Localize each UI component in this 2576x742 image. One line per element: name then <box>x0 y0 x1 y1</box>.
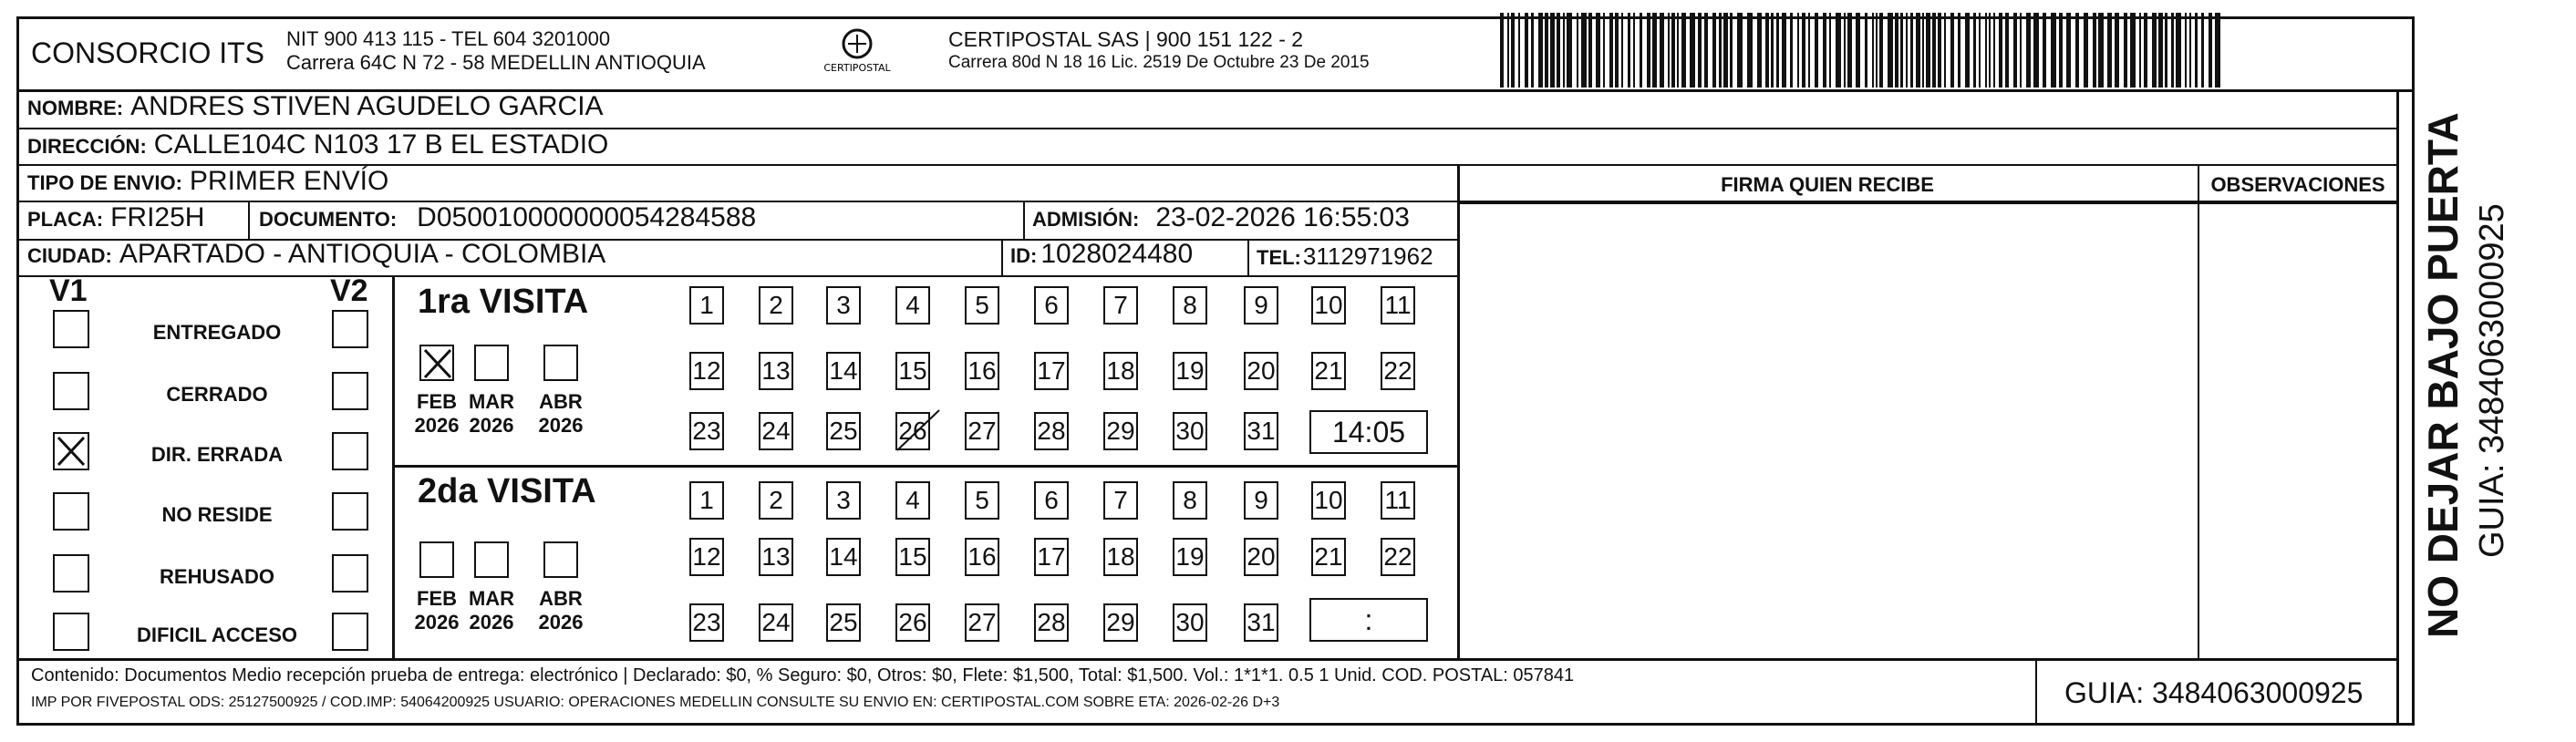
day-box[interactable]: 11 <box>1381 481 1415 520</box>
observaciones-header: OBSERVACIONES <box>2210 173 2385 196</box>
barcode-bar <box>1538 13 1543 88</box>
v2-checkbox[interactable] <box>332 310 368 348</box>
barcode-bar <box>2020 13 2022 88</box>
day-box[interactable]: 27 <box>965 603 999 642</box>
barcode-bar <box>1979 13 1981 88</box>
field-value: ANDRES STIVEN AGUDELO GARCIA <box>130 91 604 121</box>
barcode-bar <box>1500 13 1504 88</box>
barcode-bar <box>1698 13 1702 88</box>
month-checkbox[interactable] <box>474 541 509 578</box>
barcode <box>1500 13 2225 88</box>
barcode-bar <box>1776 13 1779 88</box>
barcode-bar <box>1910 13 1913 88</box>
month-year: 2026 <box>469 414 514 437</box>
divider <box>16 275 1457 277</box>
barcode-bar <box>2144 13 2147 88</box>
barcode-bar <box>1677 13 1679 88</box>
barcode-bar <box>1567 13 1572 88</box>
day-box[interactable]: 23 <box>689 412 724 450</box>
barcode-bar <box>2013 13 2017 88</box>
v1-header: V1 <box>49 273 88 308</box>
barcode-bar <box>1609 13 1613 88</box>
barcode-bar <box>1815 13 1818 88</box>
barcode-bar <box>1581 13 1587 88</box>
barcode-bar <box>1900 13 1903 88</box>
visit2-title: 2da VISITA <box>418 472 596 510</box>
footer-guia: GUIA: 3484063000925 <box>2064 676 2364 709</box>
barcode-bar <box>2209 13 2212 88</box>
day-box[interactable]: 24 <box>759 603 793 642</box>
barcode-bar <box>2201 13 2204 88</box>
day-box[interactable]: 23 <box>689 603 724 642</box>
day-box[interactable]: 10 <box>1311 481 1346 520</box>
v1-checkbox[interactable] <box>53 492 89 531</box>
month-name: ABR <box>539 390 583 413</box>
day-box[interactable]: 14 <box>826 538 861 576</box>
day-box[interactable]: 31 <box>1244 412 1278 450</box>
barcode-bar <box>1545 13 1548 88</box>
month-year: 2026 <box>469 611 514 634</box>
barcode-bar <box>2185 13 2187 88</box>
barcode-bar <box>1757 13 1762 88</box>
barcode-bar <box>1771 13 1774 88</box>
month-checkbox[interactable] <box>543 541 578 578</box>
barcode-bar <box>1958 13 1960 88</box>
day-box[interactable]: 26 <box>895 412 930 450</box>
barcode-bar <box>1628 13 1630 88</box>
v2-checkbox[interactable] <box>332 432 368 470</box>
barcode-bar <box>1681 13 1686 88</box>
barcode-bar <box>1993 13 1995 88</box>
field-label: NOMBRE: <box>27 97 124 119</box>
certipostal-info <box>948 27 1370 75</box>
barcode-bar <box>1550 13 1555 88</box>
divider <box>1247 239 1249 275</box>
barcode-bar <box>1640 13 1642 88</box>
barcode-bar <box>1596 13 1600 88</box>
field-admision <box>1032 202 1410 233</box>
barcode-bar <box>1704 13 1708 88</box>
month-label <box>409 587 464 634</box>
divider <box>392 275 395 658</box>
v2-checkbox[interactable] <box>332 613 368 651</box>
barcode-bar <box>1747 13 1753 88</box>
barcode-bar <box>1588 13 1592 88</box>
certipostal-license: Carrera 80d N 18 16 Lic. 2519 De Octubre 23 De 2015 <box>948 53 1370 72</box>
barcode-bar <box>1712 13 1716 88</box>
svg-text:CERTIPOSTAL: CERTIPOSTAL <box>823 62 891 74</box>
status-label: CERRADO <box>166 383 268 406</box>
barcode-bar <box>1660 13 1664 88</box>
barcode-bar <box>1999 13 2002 88</box>
month-checkbox[interactable] <box>474 345 509 381</box>
barcode-bar <box>1944 13 1946 88</box>
visit-time-box[interactable]: 14:05 <box>1309 410 1428 454</box>
day-box[interactable]: 28 <box>1034 603 1069 642</box>
barcode-bar <box>1906 13 1908 88</box>
barcode-bar <box>2043 13 2046 88</box>
barcode-bar <box>1847 13 1852 88</box>
day-box[interactable]: 4 <box>895 286 930 325</box>
barcode-bar <box>1973 13 1976 88</box>
field-documento <box>259 202 756 233</box>
field-value: 1028024480 <box>1040 239 1194 269</box>
day-box[interactable]: 19 <box>1173 538 1207 576</box>
day-box[interactable]: 21 <box>1311 538 1346 576</box>
field-label: ADMISIÓN: <box>1032 208 1140 231</box>
barcode-bar <box>1895 13 1898 88</box>
day-box[interactable]: 18 <box>1103 538 1138 576</box>
day-box[interactable]: 10 <box>1311 286 1346 325</box>
company-nit-line1: NIT 900 413 115 - TEL 604 3201000 <box>286 27 611 50</box>
divider <box>1023 202 1025 239</box>
month-year: 2026 <box>414 414 460 437</box>
divider <box>248 202 250 239</box>
barcode-bar <box>1603 13 1605 88</box>
divider <box>1457 202 2396 204</box>
day-box[interactable]: 4 <box>895 481 930 520</box>
divider <box>1001 239 1003 275</box>
barcode-bar <box>1865 13 1867 88</box>
day-box[interactable]: 29 <box>1103 412 1138 450</box>
month-name: ABR <box>539 587 583 610</box>
barcode-bar <box>1557 13 1560 88</box>
barcode-bar <box>2026 13 2031 88</box>
day-box[interactable]: 22 <box>1381 352 1415 390</box>
field-ciudad <box>27 239 605 270</box>
day-box[interactable]: 6 <box>1034 481 1069 520</box>
barcode-bar <box>1531 13 1534 88</box>
barcode-bar <box>1690 13 1695 88</box>
day-box[interactable]: 8 <box>1173 286 1207 325</box>
day-box[interactable]: 21 <box>1311 352 1346 390</box>
day-box[interactable]: 14 <box>826 352 861 390</box>
barcode-bar <box>1965 13 1970 88</box>
field-value: CALLE104C N103 17 B EL ESTADIO <box>153 129 609 160</box>
day-box[interactable]: 28 <box>1034 412 1069 450</box>
barcode-bar <box>2075 13 2079 88</box>
month-name: MAR <box>468 390 515 413</box>
field-label: DOCUMENTO: <box>259 208 398 231</box>
barcode-bar <box>1950 13 1954 88</box>
barcode-bar <box>2059 13 2063 88</box>
day-box[interactable]: 22 <box>1381 538 1415 576</box>
barcode-bar <box>1790 13 1793 88</box>
barcode-bar <box>1507 13 1509 88</box>
day-box[interactable]: 3 <box>826 481 861 520</box>
company-name: CONSORCIO ITS <box>31 36 265 69</box>
visit1-title: 1ra VISITA <box>418 283 589 321</box>
month-label <box>464 587 519 634</box>
status-label: NO RESIDE <box>161 503 273 526</box>
divider <box>1457 164 1460 658</box>
day-box[interactable]: 16 <box>965 352 999 390</box>
visit-time-box[interactable]: : <box>1309 598 1428 642</box>
month-label <box>464 390 519 438</box>
footer-imp: IMP POR FIVEPOSTAL ODS: 25127500925 / COD.IMP: 54064200925 USUARIO: OPERACIONES MEDELLIN CONSULTE SU ENVIO EN: CERTIPOSTAL.COM SOBRE ETA: 2026-02-26 D+3 <box>31 695 1280 710</box>
barcode-bar <box>2158 13 2163 88</box>
certipostal-logo <box>812 26 903 80</box>
barcode-bar <box>1985 13 1987 88</box>
status-label: ENTREGADO <box>152 321 282 344</box>
barcode-bar <box>1525 13 1528 88</box>
month-label <box>533 390 588 438</box>
barcode-bar <box>1922 13 1924 88</box>
barcode-bar <box>2130 13 2136 88</box>
barcode-bar <box>1723 13 1728 88</box>
barcode-bar <box>2152 13 2157 88</box>
waybill-frame <box>16 16 2415 726</box>
barcode-bar <box>1668 13 1670 88</box>
divider <box>16 658 2396 661</box>
barcode-bar <box>1518 13 1520 88</box>
field-tel <box>1257 242 1433 271</box>
barcode-bar <box>1829 13 1831 88</box>
barcode-bar <box>1621 13 1623 88</box>
barcode-bar <box>1730 13 1733 88</box>
firma-header: FIRMA QUIEN RECIBE <box>1721 173 1934 196</box>
barcode-bar <box>1615 13 1619 88</box>
company-address: Carrera 64C N 72 - 58 MEDELLIN ANTIOQUIA <box>286 51 706 74</box>
barcode-bar <box>1511 13 1515 88</box>
day-box[interactable]: 11 <box>1381 286 1415 325</box>
barcode-bar <box>2098 13 2104 88</box>
barcode-bar <box>2176 13 2181 88</box>
v1-checkbox[interactable] <box>53 310 89 348</box>
month-name: FEB <box>417 587 457 610</box>
status-label: DIR. ERRADA <box>150 443 284 466</box>
certipostal-nit: CERTIPOSTAL SAS | 900 151 122 - 2 <box>948 27 1304 51</box>
status-label: REHUSADO <box>160 565 274 588</box>
barcode-bar <box>2093 13 2096 88</box>
barcode-bar <box>1577 13 1578 88</box>
barcode-bar <box>2124 13 2127 88</box>
day-box[interactable]: 1 <box>689 286 724 325</box>
month-name: FEB <box>417 390 457 413</box>
divider <box>392 465 1457 468</box>
divider <box>2396 89 2399 726</box>
day-box[interactable]: 12 <box>689 538 724 576</box>
barcode-bar <box>2171 13 2174 88</box>
day-box[interactable]: 30 <box>1173 412 1207 450</box>
barcode-bar <box>1647 13 1650 88</box>
barcode-bar <box>2189 13 2191 88</box>
day-box[interactable]: 15 <box>895 538 930 576</box>
month-label <box>533 587 588 634</box>
day-box[interactable]: 7 <box>1103 481 1138 520</box>
barcode-bar <box>1872 13 1874 88</box>
field-value: 23-02-2026 16:55:03 <box>1155 202 1410 232</box>
day-box[interactable]: 6 <box>1034 286 1069 325</box>
day-box[interactable]: 13 <box>759 352 793 390</box>
v1-checkbox[interactable] <box>53 554 89 593</box>
barcode-bar <box>2195 13 2198 88</box>
day-box[interactable]: 20 <box>1244 538 1278 576</box>
barcode-bar <box>1802 13 1805 88</box>
field-id <box>1010 239 1193 270</box>
barcode-bar <box>1844 13 1846 88</box>
barcode-bar <box>2033 13 2039 88</box>
barcode-bar <box>2115 13 2119 88</box>
v2-checkbox[interactable] <box>332 554 368 593</box>
barcode-bar <box>1989 13 1991 88</box>
field-label: CIUDAD: <box>27 244 112 267</box>
barcode-bar <box>1652 13 1657 88</box>
day-box[interactable]: 19 <box>1173 352 1207 390</box>
barcode-bar <box>2165 13 2167 88</box>
day-box[interactable]: 2 <box>759 286 793 325</box>
divider <box>2035 658 2037 726</box>
v1-checkbox[interactable] <box>53 432 89 470</box>
status-label: DIFICIL ACCESO <box>136 623 297 646</box>
day-box[interactable]: 18 <box>1103 352 1138 390</box>
day-box[interactable]: 5 <box>965 481 999 520</box>
v1-checkbox[interactable] <box>53 372 89 410</box>
v1-checkbox[interactable] <box>53 613 89 651</box>
v2-checkbox[interactable] <box>332 492 368 531</box>
barcode-bar <box>1938 13 1941 88</box>
day-box[interactable]: 5 <box>965 286 999 325</box>
month-name: MAR <box>468 587 515 610</box>
field-placa <box>27 202 204 233</box>
barcode-bar <box>1765 13 1769 88</box>
day-box[interactable]: 31 <box>1244 603 1278 642</box>
barcode-bar <box>2139 13 2141 88</box>
month-year: 2026 <box>538 414 584 437</box>
day-box[interactable]: 15 <box>895 352 930 390</box>
footer-contenido: Contenido: Documentos Medio recepción prueba de entrega: electrónico | Declarado: $0, % Seguro: $0, Otros: $0, Flete: $1,500, Total: $1,500. Vol.: 1*1*1. 0.5 1 Unid. COD. POSTAL: 057841 <box>31 665 1575 685</box>
field-value: D050010000000054284588 <box>417 202 757 232</box>
day-box[interactable]: 9 <box>1244 481 1278 520</box>
field-direccion <box>27 129 608 160</box>
barcode-bar <box>2066 13 2071 88</box>
day-box[interactable]: 27 <box>965 412 999 450</box>
barcode-bar <box>1797 13 1799 88</box>
field-label: ID: <box>1010 244 1038 267</box>
field-value: APARTADO - ANTIOQUIA - COLOMBIA <box>119 239 606 269</box>
barcode-bar <box>1808 13 1810 88</box>
divider <box>2198 164 2199 658</box>
company-nit <box>286 27 706 75</box>
day-box[interactable]: 13 <box>759 538 793 576</box>
month-checkbox[interactable] <box>419 541 454 578</box>
barcode-bar <box>2084 13 2088 88</box>
side-guia: GUIA: 3484063000925 <box>2473 203 2511 558</box>
barcode-bar <box>2215 13 2220 88</box>
barcode-bar <box>1926 13 1930 88</box>
barcode-bar <box>1633 13 1635 88</box>
barcode-bar <box>2051 13 2056 88</box>
v2-header: V2 <box>330 273 368 308</box>
day-box[interactable]: 25 <box>826 603 861 642</box>
barcode-bar <box>2107 13 2112 88</box>
day-box[interactable]: 25 <box>826 412 861 450</box>
barcode-bar <box>1563 13 1565 88</box>
barcode-bar <box>1932 13 1936 88</box>
day-box[interactable]: 2 <box>759 481 793 520</box>
day-box[interactable]: 26 <box>895 603 930 642</box>
month-checkbox[interactable] <box>543 345 578 381</box>
field-nombre <box>27 91 604 122</box>
day-box[interactable]: 8 <box>1173 481 1207 520</box>
day-box[interactable]: 29 <box>1103 603 1138 642</box>
barcode-bar <box>1719 13 1722 88</box>
day-box[interactable]: 16 <box>965 538 999 576</box>
month-checkbox[interactable] <box>419 345 454 381</box>
day-box[interactable]: 17 <box>1034 538 1069 576</box>
month-label <box>409 390 464 438</box>
day-box[interactable]: 17 <box>1034 352 1069 390</box>
day-box[interactable]: 20 <box>1244 352 1278 390</box>
barcode-bar <box>1879 13 1883 88</box>
field-value: FRI25H <box>110 202 205 232</box>
field-value: PRIMER ENVÍO <box>189 166 389 196</box>
day-box[interactable]: 1 <box>689 481 724 520</box>
month-year: 2026 <box>538 611 584 634</box>
barcode-bar <box>1737 13 1743 88</box>
day-box[interactable]: 30 <box>1173 603 1207 642</box>
barcode-bar <box>1823 13 1826 88</box>
field-label: PLACA: <box>27 208 104 231</box>
month-year: 2026 <box>414 611 460 634</box>
field-label: TIPO DE ENVIO: <box>27 171 182 194</box>
field-label: TEL: <box>1257 246 1301 269</box>
barcode-bar <box>1916 13 1920 88</box>
field-label: DIRECCIÓN: <box>27 135 147 158</box>
barcode-bar <box>1836 13 1841 88</box>
day-box[interactable]: 12 <box>689 352 724 390</box>
barcode-bar <box>1856 13 1860 88</box>
v2-checkbox[interactable] <box>332 372 368 410</box>
barcode-bar <box>1888 13 1893 88</box>
field-value: 3112971962 <box>1302 242 1433 270</box>
day-box[interactable]: 9 <box>1244 286 1278 325</box>
day-box[interactable]: 24 <box>759 412 793 450</box>
day-box[interactable]: 7 <box>1103 286 1138 325</box>
barcode-bar <box>2005 13 2009 88</box>
field-tipo-envio <box>27 166 388 197</box>
side-warning: NO DEJAR BAJO PUERTA <box>2419 112 2467 638</box>
barcode-bar <box>1782 13 1786 88</box>
barcode-bar <box>1671 13 1675 88</box>
day-box[interactable]: 3 <box>826 286 861 325</box>
barcode-bar <box>1876 13 1878 88</box>
